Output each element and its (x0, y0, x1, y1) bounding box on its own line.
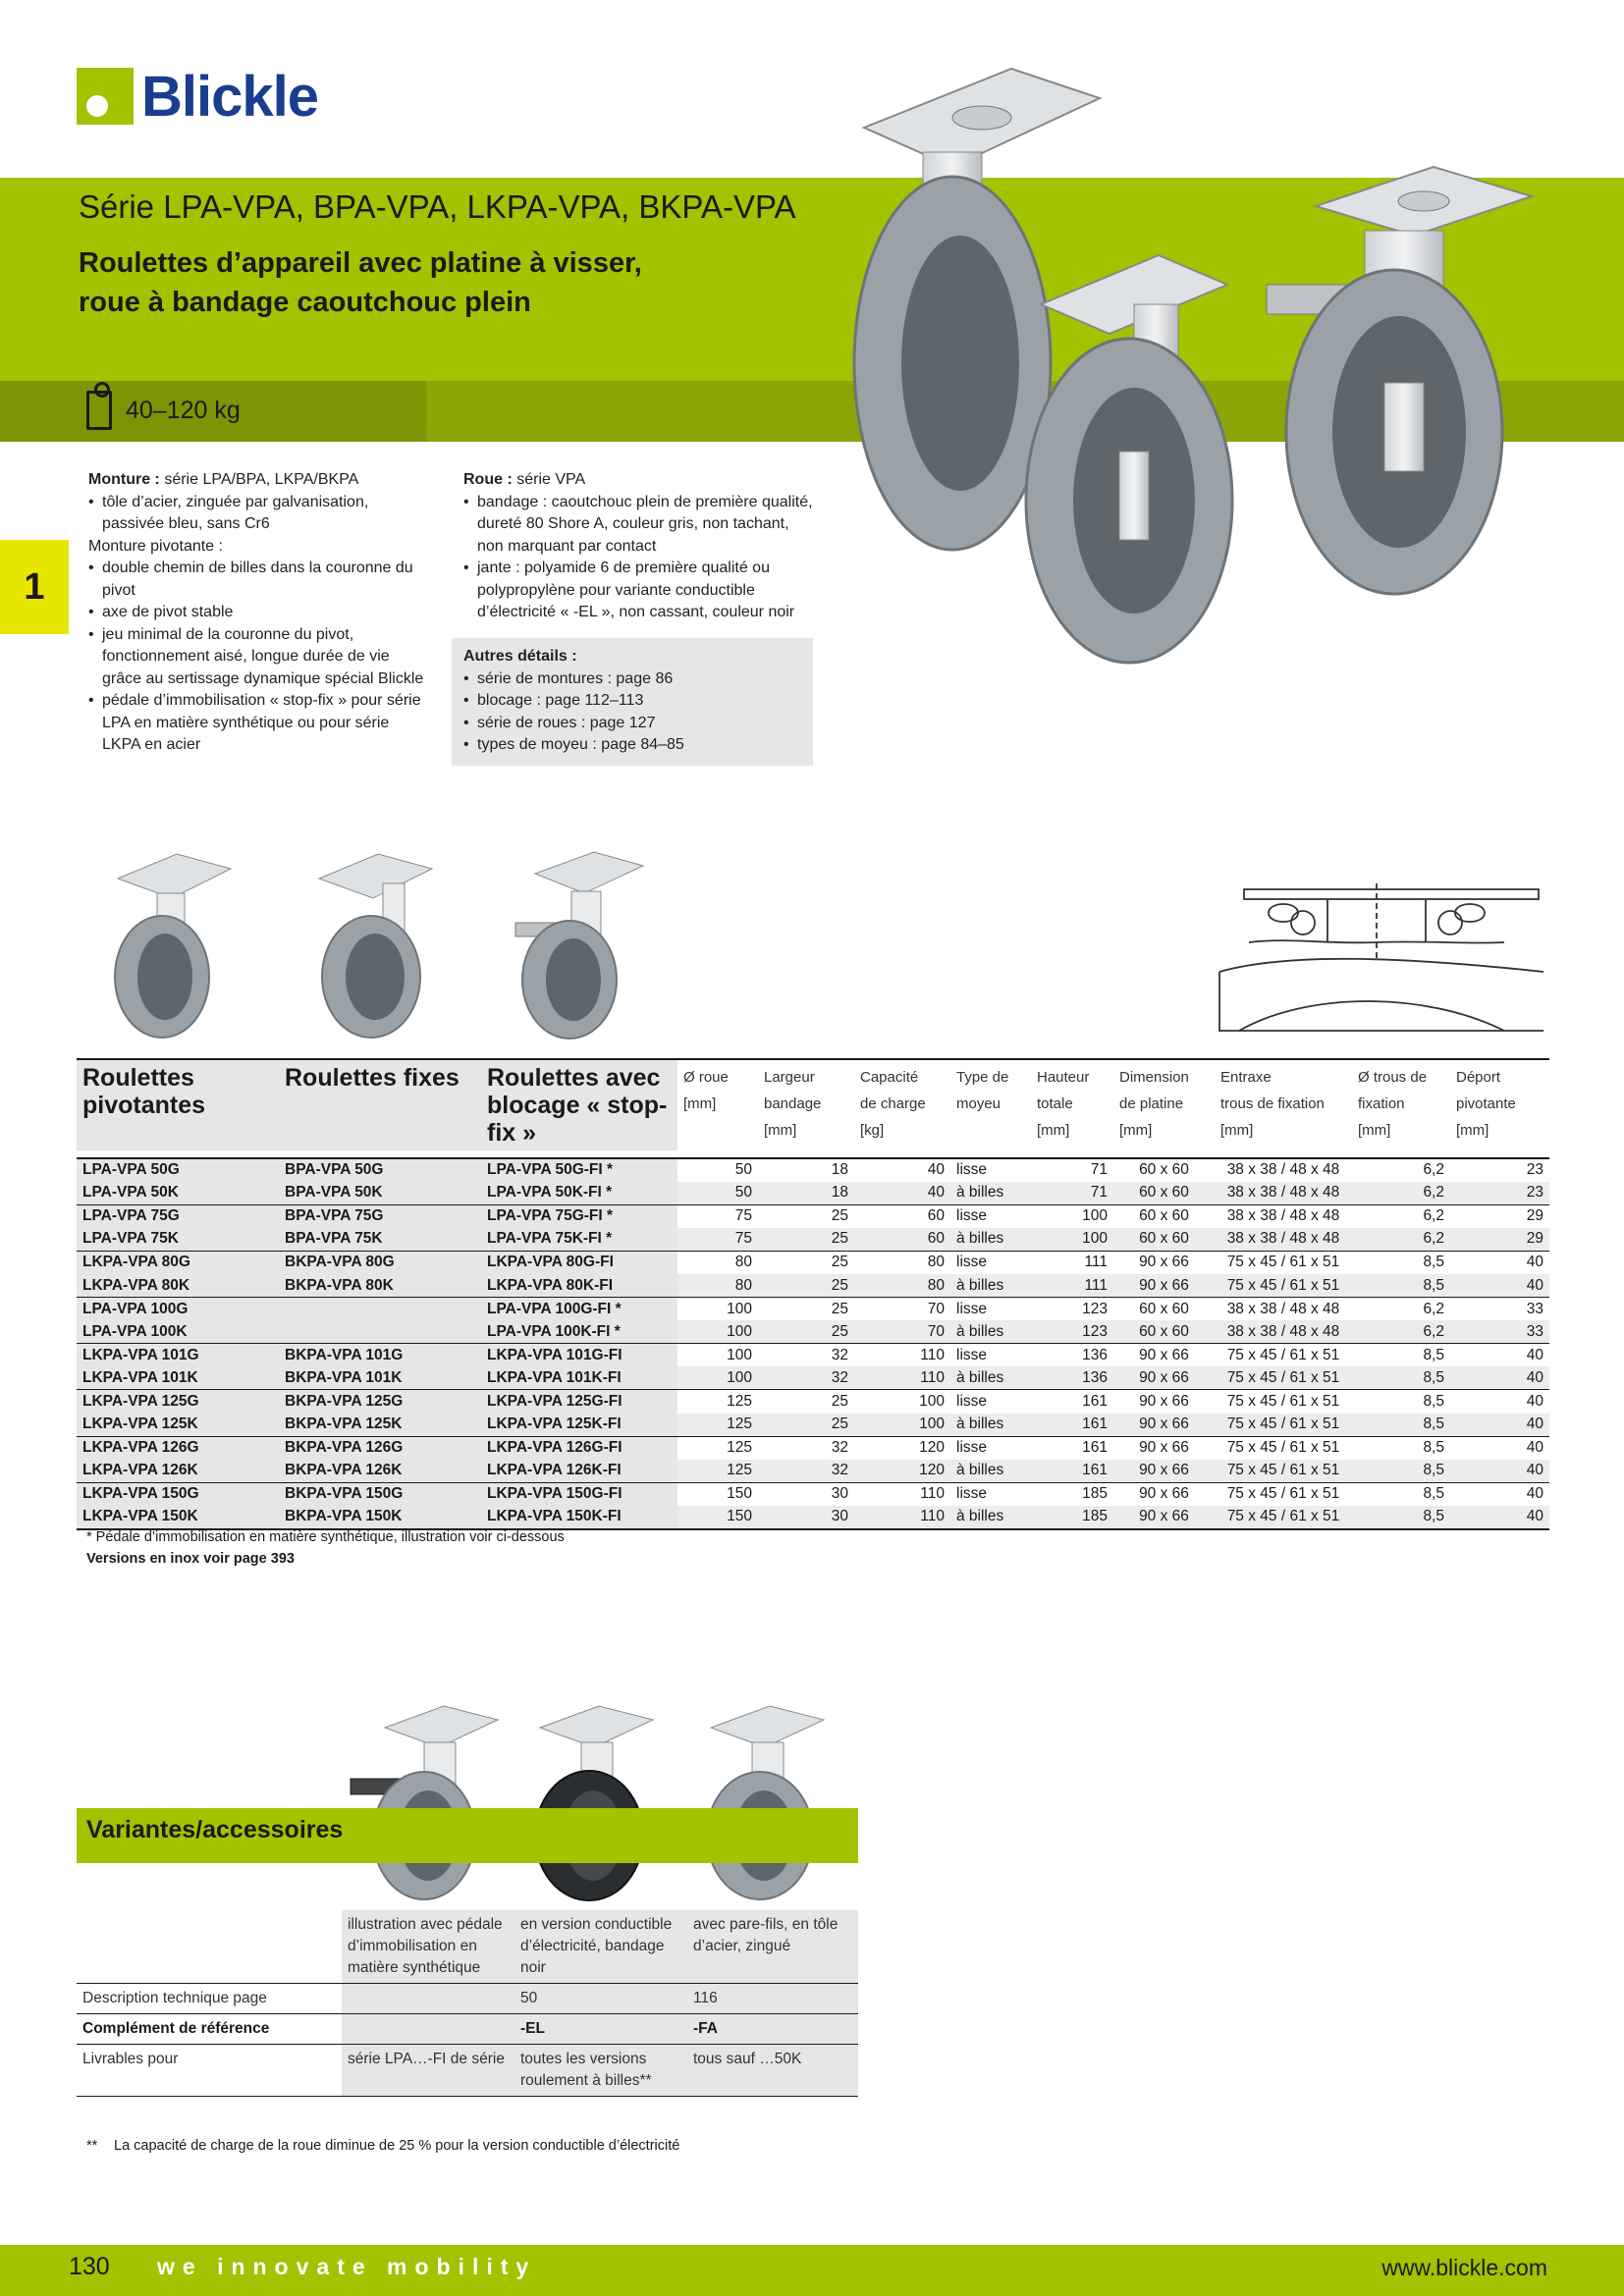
table-cell: 100 (854, 1414, 950, 1437)
table-cell: à billes (950, 1506, 1031, 1529)
article-number-cell: LKPA-VPA 125G (77, 1390, 279, 1414)
table-cell: 90 x 66 (1113, 1251, 1215, 1274)
table-cell: 23 (1450, 1182, 1549, 1205)
table-cell: 8,5 (1352, 1390, 1450, 1414)
article-number-cell: LPA-VPA 100G (77, 1298, 279, 1321)
details-link[interactable]: • série de roues : page 127 (463, 713, 801, 735)
row-label: Livrables pour (77, 2045, 342, 2097)
table-cell: 90 x 66 (1113, 1460, 1215, 1483)
table-cell: 161 (1031, 1460, 1113, 1483)
table-cell: 75 x 45 / 61 x 51 (1215, 1414, 1352, 1437)
table-cell: 8,5 (1352, 1482, 1450, 1506)
table-cell: 90 x 66 (1113, 1482, 1215, 1506)
cell (342, 1984, 514, 2014)
article-number-cell: BKPA-VPA 101K (279, 1366, 481, 1390)
table-row (77, 1182, 1549, 1205)
inox-note[interactable]: Versions en inox voir page 393 (86, 1551, 295, 1567)
article-number-cell: LKPA-VPA 80K-FI (481, 1274, 677, 1298)
table-cell: 25 (758, 1274, 854, 1298)
chapter-tab[interactable]: 1 (0, 540, 69, 634)
table-cell: 90 x 66 (1113, 1390, 1215, 1414)
details-link[interactable]: • types de moyeu : page 84–85 (463, 734, 801, 757)
table-cell: 161 (1031, 1390, 1113, 1414)
table-cell: 40 (1450, 1436, 1549, 1460)
table-cell: 60 x 60 (1113, 1182, 1215, 1205)
table-row (77, 1390, 1549, 1414)
product-subtitle (79, 243, 642, 322)
article-number-cell: LKPA-VPA 150K-FI (481, 1506, 677, 1529)
article-number-cell: LKPA-VPA 150G (77, 1482, 279, 1506)
table-cell: 125 (677, 1390, 758, 1414)
table-cell: 32 (758, 1460, 854, 1483)
table-cell: 60 x 60 (1113, 1158, 1215, 1182)
col-header-capacity: Capacité de charge [kg] (854, 1059, 950, 1150)
table-row (77, 1436, 1549, 1460)
website-link[interactable]: www.blickle.com (1381, 2255, 1547, 2280)
table-cell: 60 x 60 (1113, 1228, 1215, 1252)
article-number-cell (279, 1320, 481, 1344)
table-cell: 90 x 66 (1113, 1366, 1215, 1390)
table-row (77, 1414, 1549, 1437)
table-row (77, 1320, 1549, 1344)
table-footnote: * Pédale d’immobilisation en matière synthétique, illustration voir ci-dessous (86, 1529, 565, 1545)
table-cell: 50 (677, 1158, 758, 1182)
table-cell: 110 (854, 1366, 950, 1390)
article-number-cell: BKPA-VPA 80G (279, 1251, 481, 1274)
table-cell: 80 (677, 1274, 758, 1298)
article-number-cell: BKPA-VPA 126G (279, 1436, 481, 1460)
table-cell: 80 (854, 1251, 950, 1274)
table-cell: 6,2 (1352, 1182, 1450, 1205)
article-number-cell: LKPA-VPA 125K (77, 1414, 279, 1437)
cell: -EL (514, 2014, 687, 2045)
table-cell: 150 (677, 1506, 758, 1529)
table-cell: 123 (1031, 1298, 1113, 1321)
article-number-cell: BKPA-VPA 150K (279, 1506, 481, 1529)
table-cell: 38 x 38 / 48 x 48 (1215, 1298, 1352, 1321)
product-table (77, 1058, 1549, 1530)
col-header-swivel: Roulettes pivotantes (77, 1059, 279, 1150)
table-cell: lisse (950, 1390, 1031, 1414)
table-cell: 6,2 (1352, 1158, 1450, 1182)
table-cell: 60 (854, 1228, 950, 1252)
table-cell: 60 x 60 (1113, 1298, 1215, 1321)
table-cell: 40 (1450, 1344, 1549, 1367)
table-row (77, 1228, 1549, 1252)
table-cell: 70 (854, 1320, 950, 1344)
cell: -FA (687, 2014, 858, 2045)
table-cell: 18 (758, 1158, 854, 1182)
weight-icon (86, 391, 112, 430)
table-cell: lisse (950, 1158, 1031, 1182)
table-cell: 75 (677, 1228, 758, 1252)
table-cell: 75 x 45 / 61 x 51 (1215, 1251, 1352, 1274)
table-cell: 90 x 66 (1113, 1274, 1215, 1298)
fixed-caster-image (304, 844, 442, 1041)
table-cell: 71 (1031, 1158, 1113, 1182)
table-cell: 8,5 (1352, 1506, 1450, 1529)
list-item: • axe de pivot stable (88, 602, 427, 624)
article-number-cell: LKPA-VPA 101K-FI (481, 1366, 677, 1390)
variant-caption: en version conductible d’électricité, bandage noir (514, 1910, 687, 1984)
table-cell: 33 (1450, 1298, 1549, 1321)
table-cell: lisse (950, 1344, 1031, 1367)
table-cell: 60 x 60 (1113, 1320, 1215, 1344)
table-cell: 8,5 (1352, 1436, 1450, 1460)
table-cell: 125 (677, 1460, 758, 1483)
table-cell: 80 (677, 1251, 758, 1274)
table-cell: 123 (1031, 1320, 1113, 1344)
table-cell: à billes (950, 1228, 1031, 1252)
cell: 116 (687, 1984, 858, 2014)
article-number-cell: BKPA-VPA 125G (279, 1390, 481, 1414)
article-number-cell: LPA-VPA 50K-FI * (481, 1182, 677, 1205)
article-number-cell: LPA-VPA 75K-FI * (481, 1228, 677, 1252)
col-header-diameter: Ø roue [mm] (677, 1059, 758, 1150)
table-cell: 185 (1031, 1482, 1113, 1506)
article-number-cell (279, 1298, 481, 1321)
table-cell: 8,5 (1352, 1251, 1450, 1274)
logo-mark-icon (77, 68, 134, 125)
article-number-cell: LKPA-VPA 101K (77, 1366, 279, 1390)
table-cell: 25 (758, 1228, 854, 1252)
article-number-cell: LKPA-VPA 80G-FI (481, 1251, 677, 1274)
table-cell: 33 (1450, 1320, 1549, 1344)
table-cell: 25 (758, 1320, 854, 1344)
details-link[interactable]: • blocage : page 112–113 (463, 690, 801, 713)
table-cell: à billes (950, 1414, 1031, 1437)
table-cell: 40 (1450, 1274, 1549, 1298)
cell: tous sauf …50K (687, 2045, 858, 2097)
table-cell: 38 x 38 / 48 x 48 (1215, 1182, 1352, 1205)
table-cell: 32 (758, 1436, 854, 1460)
variants-title: Variantes/accessoires (86, 1816, 344, 1843)
variant-brake-image (346, 1698, 503, 1904)
table-cell: 185 (1031, 1506, 1113, 1529)
table-cell: 100 (677, 1298, 758, 1321)
table-cell: 25 (758, 1414, 854, 1437)
table-cell: 29 (1450, 1204, 1549, 1228)
article-number-cell: LPA-VPA 100G-FI * (481, 1298, 677, 1321)
table-cell: 90 x 66 (1113, 1506, 1215, 1529)
table-cell: 120 (854, 1436, 950, 1460)
table-cell: 38 x 38 / 48 x 48 (1215, 1228, 1352, 1252)
roue-value: série VPA (516, 471, 586, 488)
variant-caption: illustration avec pédale d’immobilisation en matière synthétique (342, 1910, 514, 1984)
table-cell: 25 (758, 1390, 854, 1414)
list-item: • jante : polyamide 6 de première qualité ou polypropylène pour variante conductible d’électricité « -EL », non cassant, couleur noir (463, 558, 817, 624)
table-cell: 40 (1450, 1366, 1549, 1390)
table-row (77, 1274, 1549, 1298)
table-cell: 40 (1450, 1251, 1549, 1274)
article-number-cell: LKPA-VPA 80K (77, 1274, 279, 1298)
table-cell: 30 (758, 1482, 854, 1506)
table-row (77, 1158, 1549, 1182)
table-cell: 150 (677, 1482, 758, 1506)
article-number-cell: LKPA-VPA 125G-FI (481, 1390, 677, 1414)
article-number-cell: LPA-VPA 75G-FI * (481, 1204, 677, 1228)
table-cell: 25 (758, 1204, 854, 1228)
table-cell: 40 (1450, 1414, 1549, 1437)
article-number-cell: BPA-VPA 75G (279, 1204, 481, 1228)
table-cell: 40 (1450, 1390, 1549, 1414)
table-cell: 8,5 (1352, 1460, 1450, 1483)
table-cell: 75 x 45 / 61 x 51 (1215, 1460, 1352, 1483)
table-cell: 100 (854, 1390, 950, 1414)
brand-logo (77, 65, 318, 128)
variant-threadguard-image (691, 1698, 848, 1904)
table-cell: lisse (950, 1482, 1031, 1506)
article-number-cell: LKPA-VPA 126G-FI (481, 1436, 677, 1460)
table-cell: 6,2 (1352, 1320, 1450, 1344)
table-cell: 100 (677, 1320, 758, 1344)
table-cell: à billes (950, 1320, 1031, 1344)
table-cell: 110 (854, 1344, 950, 1367)
article-number-cell: BPA-VPA 50G (279, 1158, 481, 1182)
list-item: • tôle d’acier, zinguée par galvanisation, passivée bleu, sans Cr6 (88, 492, 427, 536)
table-cell: 8,5 (1352, 1414, 1450, 1437)
table-cell: 40 (1450, 1460, 1549, 1483)
other-details-box (452, 638, 813, 766)
table-cell: 18 (758, 1182, 854, 1205)
table-cell: à billes (950, 1182, 1031, 1205)
table-cell: 125 (677, 1436, 758, 1460)
table-cell: 75 x 45 / 61 x 51 (1215, 1506, 1352, 1529)
hero-casters-image (805, 59, 1571, 667)
description-wheel (463, 469, 817, 624)
article-number-cell: BKPA-VPA 101G (279, 1344, 481, 1367)
details-link[interactable]: • série de montures : page 86 (463, 668, 801, 691)
article-number-cell: LKPA-VPA 126K-FI (481, 1460, 677, 1483)
table-cell: 38 x 38 / 48 x 48 (1215, 1320, 1352, 1344)
table-cell: 110 (854, 1482, 950, 1506)
braked-caster-image (501, 844, 648, 1041)
article-number-cell: LKPA-VPA 150K (77, 1506, 279, 1529)
col-header-plate: Dimension de platine [mm] (1113, 1059, 1215, 1150)
table-cell: 71 (1031, 1182, 1113, 1205)
table-row (77, 1344, 1549, 1367)
table-row (77, 1251, 1549, 1274)
monture-pivot-label: Monture pivotante : (88, 537, 223, 555)
table-cell: 38 x 38 / 48 x 48 (1215, 1158, 1352, 1182)
table-cell: 161 (1031, 1414, 1113, 1437)
table-cell: 75 x 45 / 61 x 51 (1215, 1344, 1352, 1367)
table-cell: 125 (677, 1414, 758, 1437)
article-number-cell: BPA-VPA 75K (279, 1228, 481, 1252)
cross-section-drawing (1210, 883, 1553, 1041)
col-header-hole-diameter: Ø trous de fixation [mm] (1352, 1059, 1450, 1150)
col-header-braked: Roulettes avec blocage « stop-fix » (481, 1059, 677, 1150)
article-number-cell: BKPA-VPA 80K (279, 1274, 481, 1298)
table-cell: 8,5 (1352, 1344, 1450, 1367)
article-number-cell: LKPA-VPA 80G (77, 1251, 279, 1274)
article-number-cell: LKPA-VPA 101G (77, 1344, 279, 1367)
variants-footnote: ** La capacité de charge de la roue diminue de 25 % pour la version conductible d’électricité (86, 2138, 680, 2154)
table-cell: à billes (950, 1366, 1031, 1390)
article-number-cell: BKPA-VPA 125K (279, 1414, 481, 1437)
table-cell: 90 x 66 (1113, 1436, 1215, 1460)
table-cell: 29 (1450, 1228, 1549, 1252)
table-cell: 136 (1031, 1344, 1113, 1367)
monture-label: Monture : (88, 471, 160, 488)
article-number-cell: LPA-VPA 50G (77, 1158, 279, 1182)
table-cell: 32 (758, 1344, 854, 1367)
roue-label: Roue : (463, 471, 513, 488)
table-cell: 90 x 66 (1113, 1344, 1215, 1367)
article-number-cell: BKPA-VPA 126K (279, 1460, 481, 1483)
table-cell: 75 (677, 1204, 758, 1228)
table-cell: 40 (854, 1182, 950, 1205)
swivel-caster-image (98, 844, 236, 1041)
table-row (77, 1366, 1549, 1390)
table-cell: 40 (854, 1158, 950, 1182)
table-cell: 40 (1450, 1482, 1549, 1506)
table-cell: 136 (1031, 1366, 1113, 1390)
table-cell: 40 (1450, 1506, 1549, 1529)
table-cell: 100 (677, 1366, 758, 1390)
subtitle-line2: roue à bandage caoutchouc plein (79, 287, 531, 318)
table-cell: lisse (950, 1204, 1031, 1228)
col-header-holes-spacing: Entraxe trous de fixation [mm] (1215, 1059, 1352, 1150)
cell: 50 (514, 1984, 687, 2014)
article-number-cell: LKPA-VPA 125K-FI (481, 1414, 677, 1437)
table-cell: 25 (758, 1251, 854, 1274)
table-cell: 25 (758, 1298, 854, 1321)
table-cell: à billes (950, 1460, 1031, 1483)
details-title: Autres détails : (463, 648, 577, 665)
table-row (77, 1298, 1549, 1321)
page-number: 130 (69, 2253, 110, 2280)
table-cell: lisse (950, 1436, 1031, 1460)
table-cell: lisse (950, 1298, 1031, 1321)
table-cell: 6,2 (1352, 1228, 1450, 1252)
table-cell: à billes (950, 1274, 1031, 1298)
table-cell: 100 (1031, 1204, 1113, 1228)
table-cell: 75 x 45 / 61 x 51 (1215, 1482, 1352, 1506)
article-number-cell: LPA-VPA 75K (77, 1228, 279, 1252)
table-cell: 111 (1031, 1274, 1113, 1298)
table-cell: 100 (1031, 1228, 1113, 1252)
list-item: • jeu minimal de la couronne du pivot, fonctionnement aisé, longue durée de vie grâce au sertissage dynamique spécial Blickle (88, 624, 427, 691)
table-cell: 111 (1031, 1251, 1113, 1274)
row-label: Complément de référence (77, 2014, 342, 2045)
article-number-cell: LKPA-VPA 126K (77, 1460, 279, 1483)
table-cell: 100 (677, 1344, 758, 1367)
subtitle-line1: Roulettes d’appareil avec platine à visser, (79, 247, 642, 279)
article-number-cell: LKPA-VPA 150G-FI (481, 1482, 677, 1506)
table-cell: 6,2 (1352, 1298, 1450, 1321)
table-cell: 75 x 45 / 61 x 51 (1215, 1436, 1352, 1460)
variant-caption: avec pare-fils, en tôle d’acier, zingué (687, 1910, 858, 1984)
series-title: Série LPA-VPA, BPA-VPA, LKPA-VPA, BKPA-VPA (79, 188, 796, 225)
table-cell: 120 (854, 1460, 950, 1483)
col-header-hub: Type de moyeu (950, 1059, 1031, 1150)
col-header-fixed: Roulettes fixes (279, 1059, 481, 1150)
article-number-cell: LPA-VPA 50G-FI * (481, 1158, 677, 1182)
table-cell: 23 (1450, 1158, 1549, 1182)
table-cell: 8,5 (1352, 1366, 1450, 1390)
table-cell: 8,5 (1352, 1274, 1450, 1298)
table-row (77, 1482, 1549, 1506)
table-cell: 30 (758, 1506, 854, 1529)
table-cell: 75 x 45 / 61 x 51 (1215, 1366, 1352, 1390)
description-frame (88, 469, 427, 757)
cell: toutes les versions roulement à billes** (514, 2045, 687, 2097)
article-number-cell: BKPA-VPA 150G (279, 1482, 481, 1506)
table-cell: 75 x 45 / 61 x 51 (1215, 1274, 1352, 1298)
table-cell: 60 (854, 1204, 950, 1228)
list-item: • double chemin de billes dans la couronne du pivot (88, 558, 427, 602)
table-cell: lisse (950, 1251, 1031, 1274)
monture-value: série LPA/BPA, LKPA/BKPA (164, 471, 359, 488)
table-cell: 60 x 60 (1113, 1204, 1215, 1228)
table-cell: 70 (854, 1298, 950, 1321)
table-cell: 38 x 38 / 48 x 48 (1215, 1204, 1352, 1228)
col-header-offset: Déport pivotante [mm] (1450, 1059, 1549, 1150)
load-range: 40–120 kg (126, 397, 241, 424)
table-cell: 80 (854, 1274, 950, 1298)
table-row (77, 1506, 1549, 1529)
variant-conductive-image (520, 1698, 677, 1904)
article-number-cell: LPA-VPA 100K (77, 1320, 279, 1344)
col-header-height: Hauteur totale [mm] (1031, 1059, 1113, 1150)
list-item: • pédale d’immobilisation « stop-fix » pour série LPA en matière synthétique ou pour série LKPA en acier (88, 690, 427, 757)
table-cell: 110 (854, 1506, 950, 1529)
variants-table (77, 1910, 858, 2097)
article-number-cell: LKPA-VPA 101G-FI (481, 1344, 677, 1367)
table-row (77, 1204, 1549, 1228)
slogan: we innovate mobility (157, 2254, 537, 2279)
cell (342, 2014, 514, 2045)
article-number-cell: LPA-VPA 75G (77, 1204, 279, 1228)
table-cell: 75 x 45 / 61 x 51 (1215, 1390, 1352, 1414)
logo-text: Blickle (141, 64, 318, 129)
article-number-cell: LPA-VPA 100K-FI * (481, 1320, 677, 1344)
table-row (77, 1460, 1549, 1483)
table-cell: 6,2 (1352, 1204, 1450, 1228)
article-number-cell: LPA-VPA 50K (77, 1182, 279, 1205)
table-cell: 32 (758, 1366, 854, 1390)
article-number-cell: LKPA-VPA 126G (77, 1436, 279, 1460)
col-header-width: Largeur bandage [mm] (758, 1059, 854, 1150)
table-cell: 50 (677, 1182, 758, 1205)
table-cell: 161 (1031, 1436, 1113, 1460)
row-label: Description technique page (77, 1984, 342, 2014)
cell: série LPA…-FI de série (342, 2045, 514, 2097)
list-item: • bandage : caoutchouc plein de première qualité, dureté 80 Shore A, couleur gris, non tachant, non marquant par contact (463, 492, 817, 559)
table-cell: 90 x 66 (1113, 1414, 1215, 1437)
article-number-cell: BPA-VPA 50K (279, 1182, 481, 1205)
